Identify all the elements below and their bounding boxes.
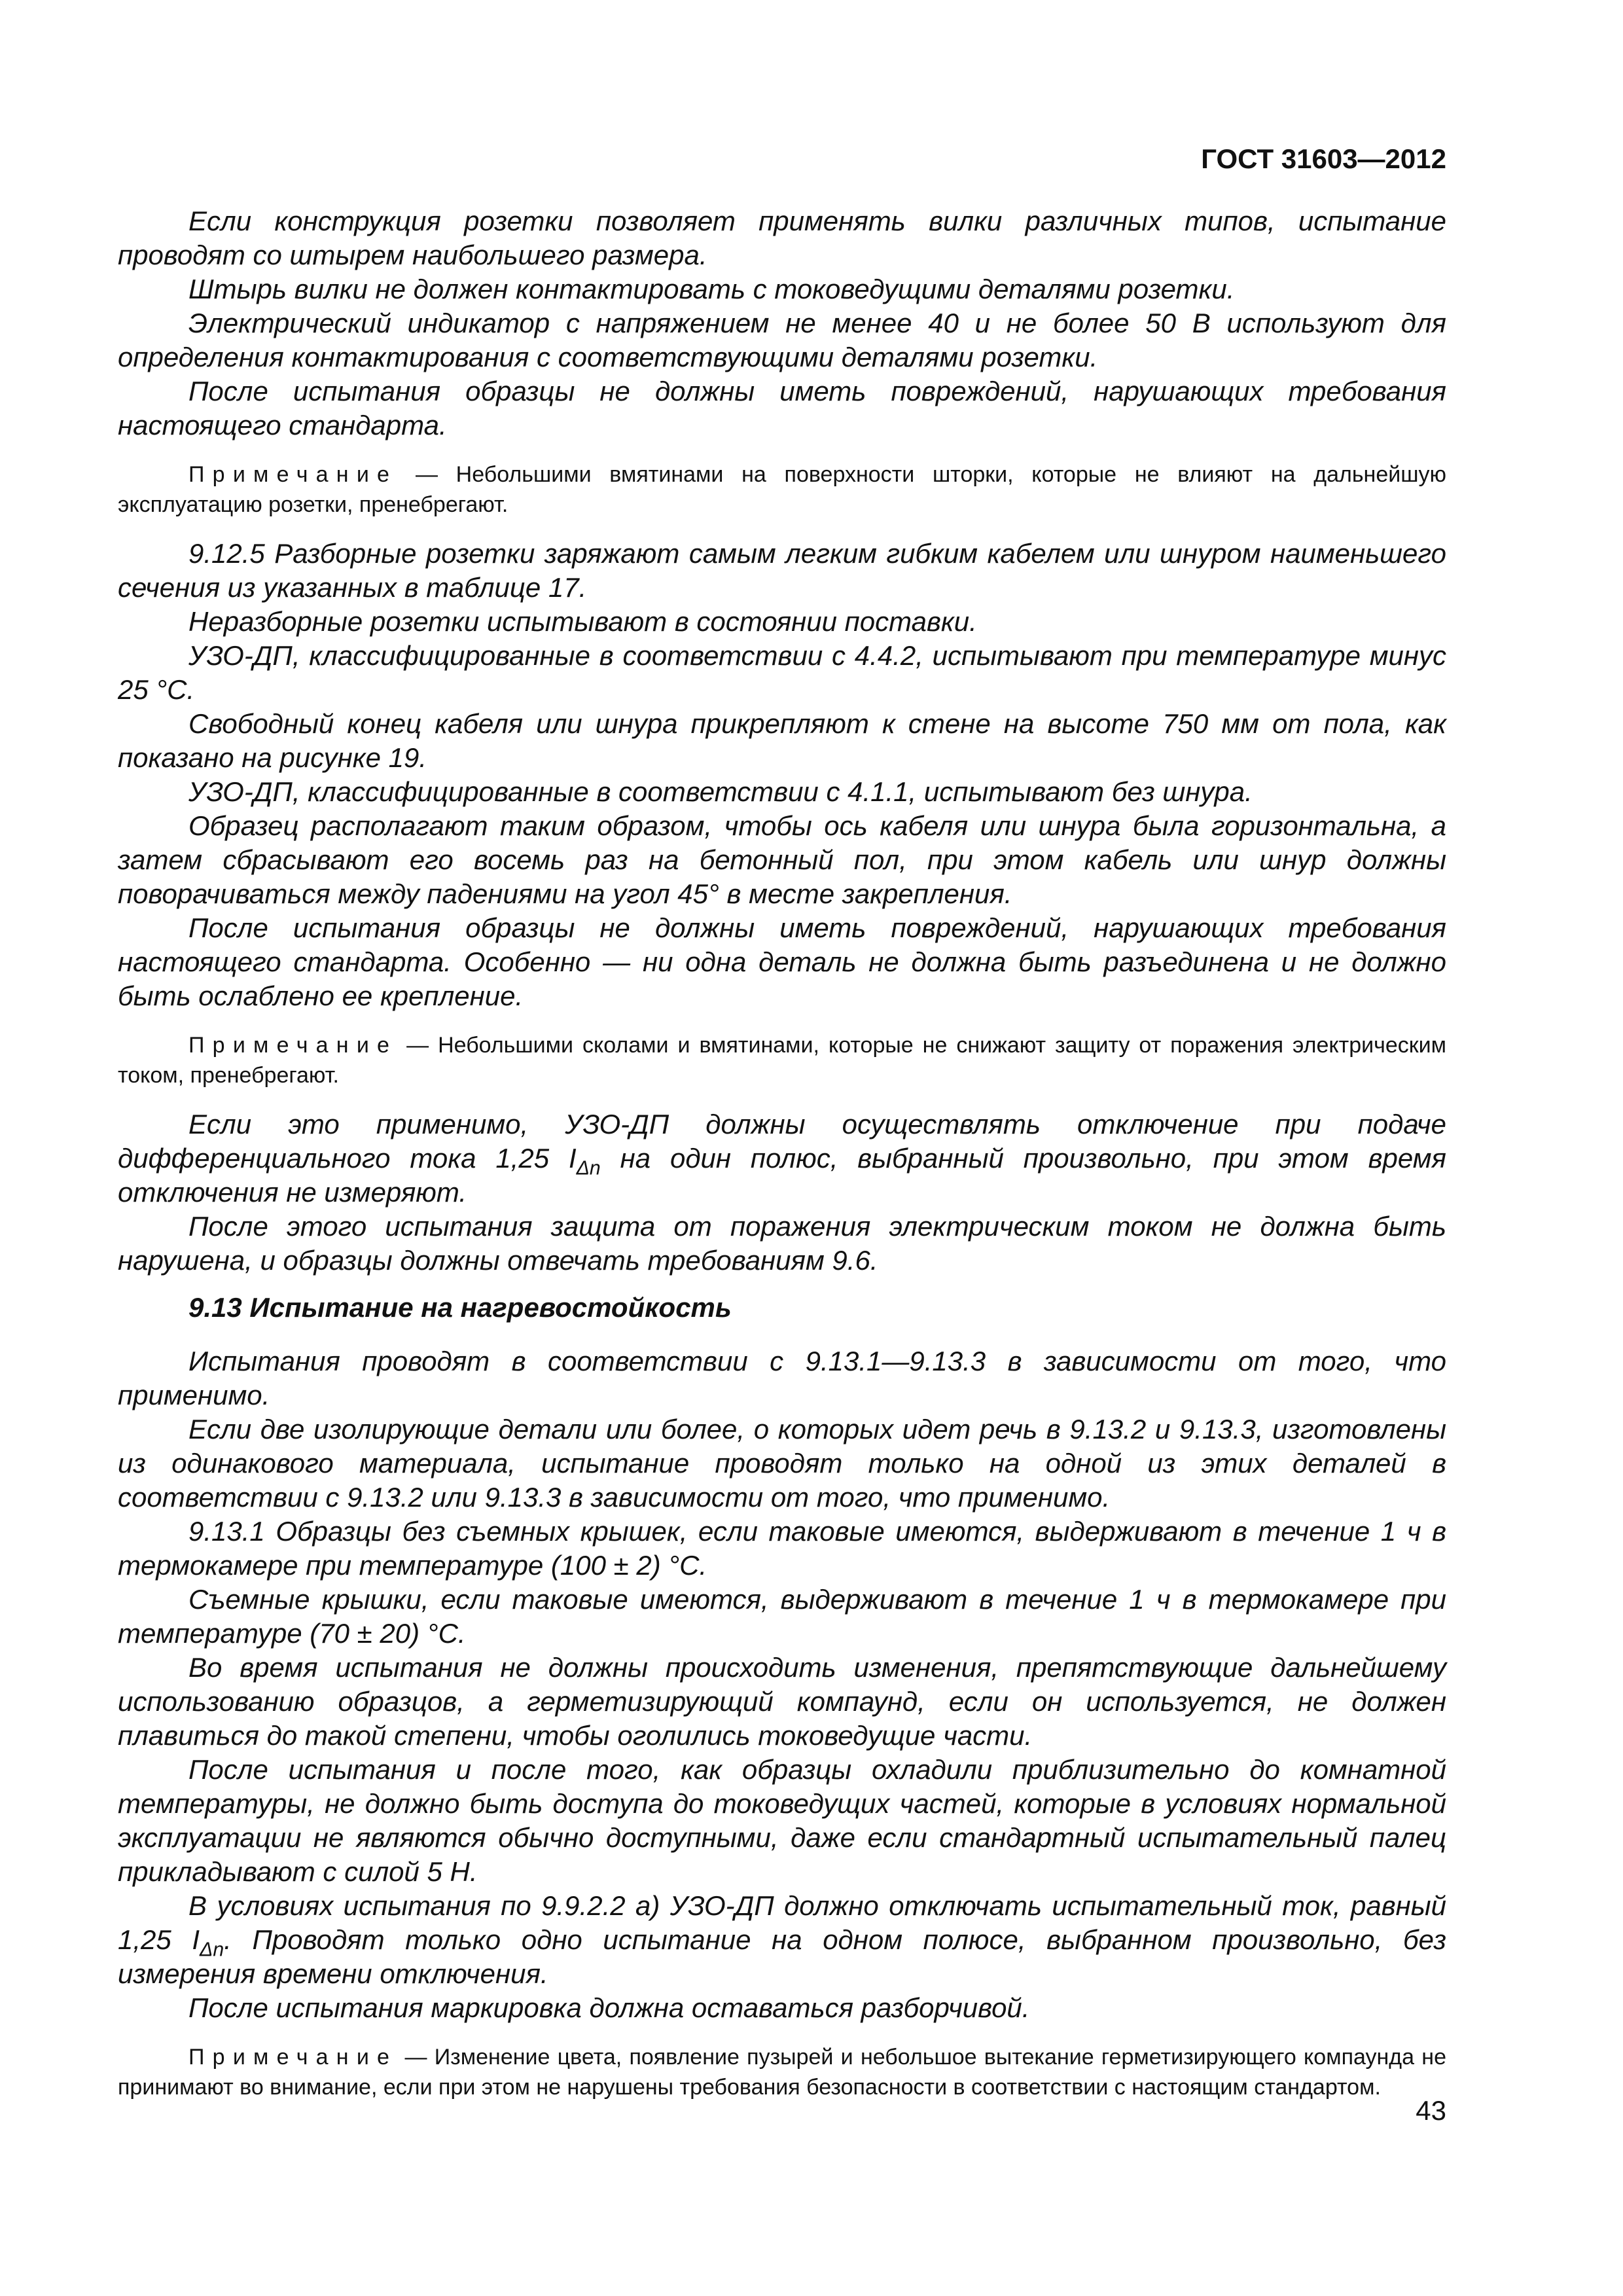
paragraph: После испытания образцы не должны иметь повреждений, нарушающих требования настоящего стандарта. [118,376,1446,440]
symbol-subscript: Δn [200,1939,224,1961]
note-label: Примечание [188,1033,398,1058]
paragraph: Испытания проводят в соответствии с 9.13.1—9.13.3 в зависимости от того, что применимо. [118,1346,1446,1410]
paragraph: УЗО-ДП, классифицированные в соответствии с 4.1.1, испытывают без шнура. [188,776,1253,807]
document-page [118,0,1446,2296]
paragraph: После испытания образцы не должны иметь повреждений, нарушающих требования настоящего стандарта. Особенно — ни одна деталь не должна быть разъединена и не должно быть ослаблено ее крепление. [118,912,1446,1011]
text-run: Если это применимо, УЗО-ДП должны осуществлять отключение при подаче дифференциального тока 1,25 [118,1109,1446,1174]
paragraph: 9.13.1 Образцы без съемных крышек, если таковые имеются, выдерживают в течение 1 ч в термокамере при температуре (100 ± 2) °С. [118,1516,1446,1581]
note [118,2042,1446,2102]
paragraph: Свободный конец кабеля или шнура прикрепляют к стене на высоте 750 мм от пола, как показано на рисунке 19. [118,708,1446,773]
text-run: . Проводят только одно испытание на одном полюсе, выбранном произвольно, без измерения времени отключения. [118,1924,1446,1989]
paragraph: Если конструкция розетки позволяет применять вилки различных типов, испытание проводят со штырем наибольшего размера. [118,206,1446,270]
page-number: 43 [1416,2095,1446,2126]
paragraph: Неразборные розетки испытывают в состоянии поставки. [188,606,977,637]
note-text: — Небольшими сколами и вмятинами, которые не снижают защиту от поражения электрическим током, пренебрегают. [118,1033,1446,1088]
paragraph: УЗО-ДП, классифицированные в соответствии с 4.4.2, испытывают при температуре минус 25 °С. [118,640,1446,705]
paragraph: Во время испытания не должны происходить изменения, препятствующие дальнейшему использованию образцов, а герметизирующий компаунд, если он используется, не должен плавиться до такой степени, чтобы оголились токоведущие части. [118,1652,1446,1751]
note-label: Примечание [188,2045,398,2070]
paragraph: Штырь вилки не должен контактировать с токоведущими деталями розетки. [188,274,1235,304]
paragraph [118,1889,1446,1991]
symbol-subscript: Δn [576,1157,601,1179]
document-header: ГОСТ 31603—2012 [1201,143,1446,174]
paragraph: После этого испытания защита от поражения электрическим током не должна быть нарушена, и образцы должны отвечать требованиям 9.6. [118,1211,1446,1276]
paragraph: После испытания маркировка должна оставаться разборчивой. [188,1992,1030,2023]
paragraph [118,1107,1446,1210]
symbol-current: I [192,1924,200,1955]
text-run: В условиях испытания по 9.9.2.2 а) УЗО-ДП должно отключать испытательный ток, равный 1,25 [118,1890,1446,1955]
paragraph: После испытания и после того, как образцы охладили приблизительно до комнатной температуры, не должно быть доступа до токоведущих частей, которые в условиях нормальной эксплуатации не являются обычно доступными, даже если стандартный испытательный палец прикладывают с силой 5 Н. [118,1754,1446,1887]
paragraph: Образец располагают таким образом, чтобы ось кабеля или шнура была горизонтальна, а затем сбрасывают его восемь раз на бетонный пол, при этом кабель или шнур должны поворачиваться между падениями на угол 45° в месте закрепления. [118,810,1446,909]
paragraph: Съемные крышки, если таковые имеются, выдерживают в течение 1 ч в термокамере при температуре (70 ± 20) °С. [118,1584,1446,1649]
note [118,459,1446,520]
note-text: — Изменение цвета, появление пузырей и небольшое вытекание герметизирующего компаунда не принимают во внимание, если при этом не нарушены требования безопасности в соответствии с настоящим стандартом. [118,2045,1446,2100]
paragraph: Если две изолирующие детали или более, о которых идет речь в 9.13.2 и 9.13.3, изготовлены из одинакового материала, испытание проводят только на одной из этих деталей в соответствии с 9.13.2 или 9.13.3 в зависимости от того, что применимо. [118,1414,1446,1513]
section-heading: 9.13 Испытание на нагревостойкость [188,1292,732,1323]
text-run: на один полюс, выбранный произвольно, при этом время отключения не измеряют. [118,1143,1446,1208]
note-label: Примечание [188,462,398,487]
paragraph: 9.12.5 Разборные розетки заряжают самым легким гибким кабелем или шнуром наименьшего сечения из указанных в таблице 17. [118,538,1446,603]
document-body [118,204,1446,2119]
symbol-current: I [568,1143,577,1174]
paragraph: Электрический индикатор с напряжением не менее 40 и не более 50 В используют для определения контактирования с соответствующими деталями розетки. [118,308,1446,372]
note-text: — Небольшими вмятинами на поверхности шторки, которые не влияют на дальнейшую эксплуатацию розетки, пренебрегают. [118,462,1446,517]
note [118,1030,1446,1090]
